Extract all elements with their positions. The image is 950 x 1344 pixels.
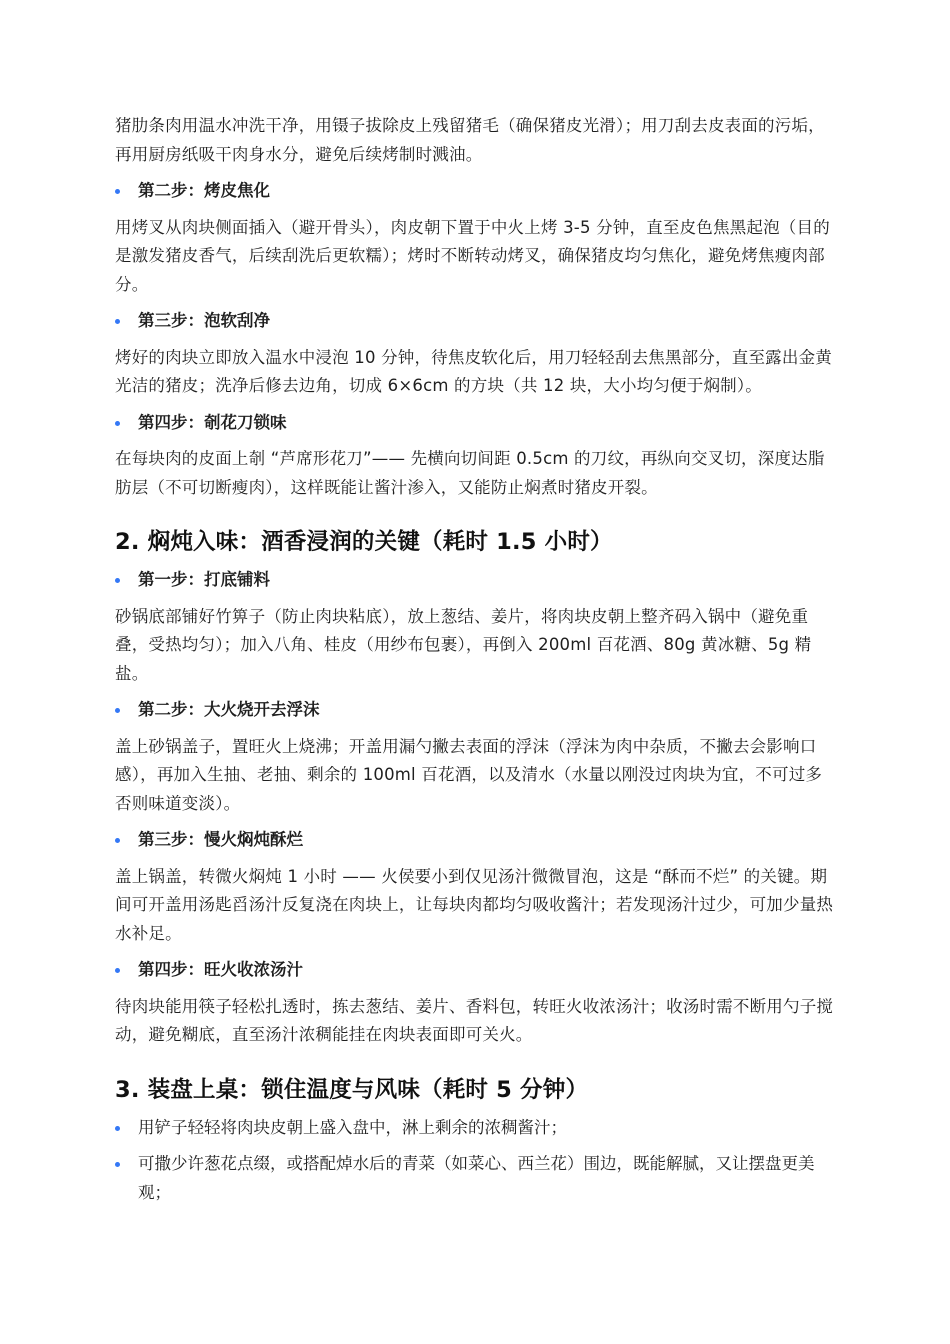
braise-step2-text: 盖上砂锅盖子，置旺火上烧沸；开盖用漏勺撇去表面的浮沫（浮沫为肉中杂质，不撇去会影响口感），再加入生抽、老抽、剩余的 100ml 百花酒，以及清水（水量以刚没过肉块为宜，不可过多否则味道变淡）。 xyxy=(115,736,823,813)
bullet-dot-icon xyxy=(115,968,120,973)
bullet-dot-icon xyxy=(115,189,120,194)
braise-step1-title: 第一步：打底铺料 xyxy=(115,566,836,595)
braise-step4-text: 待肉块能用筷子轻松扎透时，拣去葱结、姜片、香料包，转旺火收浓汤汁；收汤时需不断用勺子搅动，避免糊底，直至汤汁浓稠能挂在肉块表面即可关火。 xyxy=(115,996,834,1044)
braise-step1-text: 砂锅底部铺好竹箅子（防止肉块粘底），放上葱结、姜片，将肉块皮朝上整齐码入锅中（避免重叠，受热均匀）；加入八角、桂皮（用纱布包裹），再倒入 200ml 百花酒、80g 黄冰糖、5g 精盐。 xyxy=(115,606,812,683)
prep-step4-title: 第四步：剞花刀锁味 xyxy=(115,409,836,438)
bullet-dot-icon xyxy=(115,578,120,583)
bullet-dot-icon xyxy=(115,421,120,426)
braise-step3-title: 第三步：慢火焖炖酥烂 xyxy=(115,826,836,855)
braise-step4-title: 第四步：旺火收浓汤汁 xyxy=(115,956,836,985)
braise-section-heading: 2. 焖炖入味：酒香浸润的关键（耗时 1.5 小时） xyxy=(115,529,613,555)
bullet-dot-icon xyxy=(115,1126,120,1131)
prep-step2-text: 用烤叉从肉块侧面插入（避开骨头），肉皮朝下置于中火上烤 3-5 分钟，直至皮色焦黑起泡（目的是激发猪皮香气，后续刮洗后更软糯）；烤时不断转动烤叉，确保猪皮均匀焦化，避免烤焦瘦肉部分。 xyxy=(115,217,830,294)
prep-step4-text: 在每块肉的皮面上剞 “芦席形花刀”—— 先横向切间距 0.5cm 的刀纹，再纵向交叉切，深度达脂肪层（不可切断瘦肉），这样既能让酱汁渗入，又能防止焖煮时猪皮开裂。 xyxy=(115,449,825,497)
prep-step3-title: 第三步：泡软刮净 xyxy=(115,307,836,336)
bullet-dot-icon xyxy=(115,1162,120,1167)
bullet-dot-icon xyxy=(115,838,120,843)
bullet-dot-icon xyxy=(115,708,120,713)
prep-intro-paragraph: 猪肋条肉用温水冲洗干净，用镊子拔除皮上残留猪毛（确保猪皮光滑）；用刀刮去皮表面的污垢，再用厨房纸吸干肉身水分，避免后续烤制时溅油。 xyxy=(115,116,825,164)
bullet-dot-icon xyxy=(115,319,120,324)
prep-step2-title: 第二步：烤皮焦化 xyxy=(115,177,836,206)
braise-step2-title: 第二步：大火烧开去浮沫 xyxy=(115,696,836,725)
braise-step3-text: 盖上锅盖，转微火焖炖 1 小时 —— 火侯要小到仅见汤汁微微冒泡，这是 “酥而不烂” 的关键。期间可开盖用汤匙舀汤汁反复浇在肉块上，让每块肉都均匀吸收酱汁；若发现汤汁过少，可加少量热水补足。 xyxy=(115,866,834,943)
serve-list-item-1: 用铲子轻轻将肉块皮朝上盛入盘中，淋上剩余的浓稠酱汁； xyxy=(115,1114,836,1143)
prep-step3-text: 烤好的肉块立即放入温水中浸泡 10 分钟，待焦皮软化后，用刀轻轻刮去焦黑部分，直至露出金黄光洁的猪皮；洗净后修去边角，切成 6×6cm 的方块（共 12 块，大小均匀便于焖制）。 xyxy=(115,347,832,395)
serve-section-heading: 3. 装盘上桌：锁住温度与风味（耗时 5 分钟） xyxy=(115,1076,589,1103)
serve-list-item-2: 可撒少许葱花点缀，或搭配焯水后的青菜（如菜心、西兰花）围边，既能解腻，又让摆盘更美观； xyxy=(115,1150,836,1207)
